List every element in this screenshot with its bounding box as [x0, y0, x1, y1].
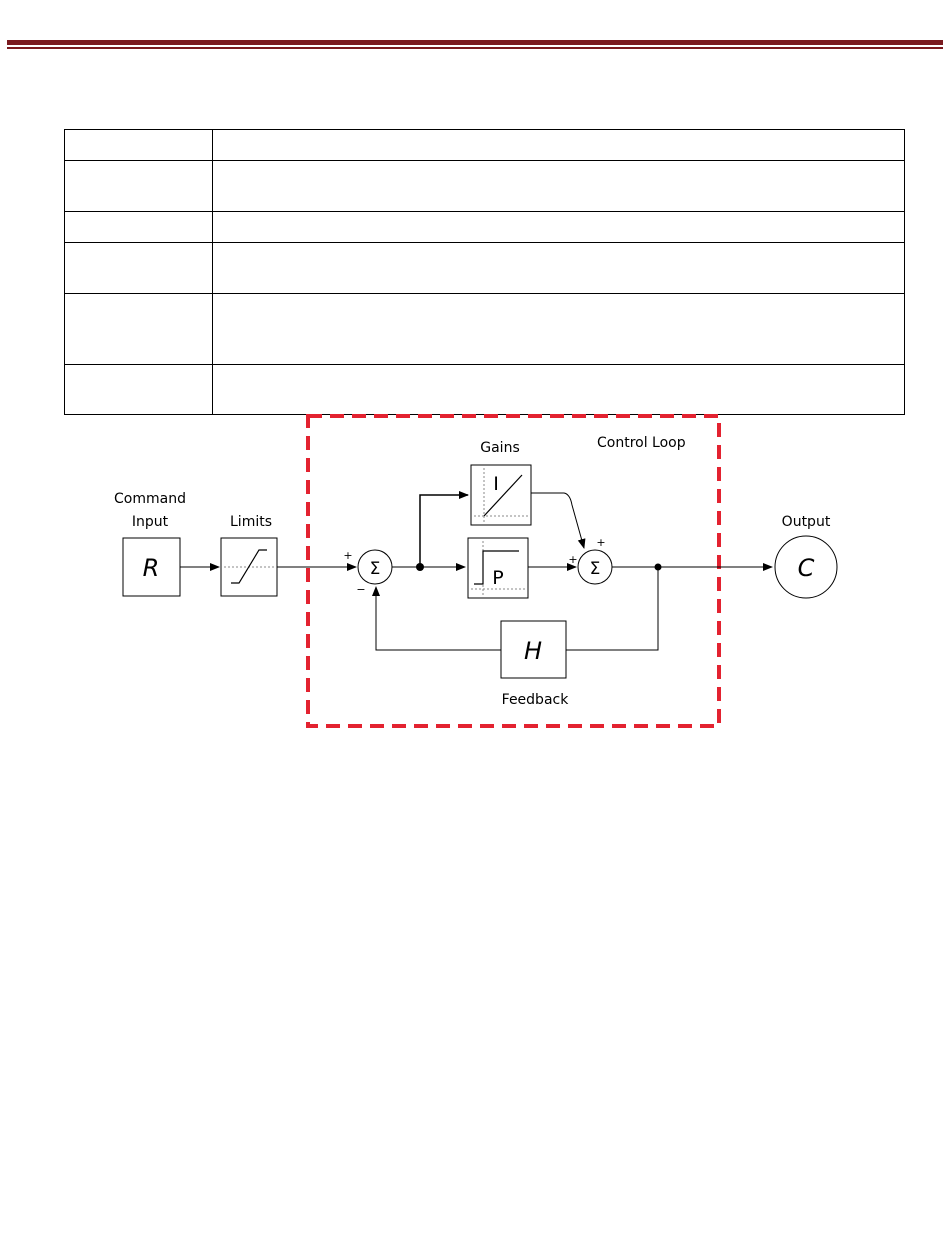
r-block-label: R: [142, 554, 160, 582]
plus-sign-1: +: [343, 549, 353, 562]
i-block-label: I: [493, 473, 499, 495]
p-block-label: P: [492, 567, 504, 589]
control-loop-label: Control Loop: [597, 435, 686, 451]
input-label: Input: [131, 514, 169, 530]
sigma-symbol-1: Σ: [369, 559, 381, 579]
i-to-sum-arrow: [531, 493, 584, 548]
output-label: Output: [781, 514, 831, 530]
sigma-symbol-2: Σ: [589, 559, 601, 579]
branch-to-i-arrow: [420, 495, 468, 567]
gains-label: Gains: [480, 440, 520, 456]
feedback-label: Feedback: [501, 692, 569, 708]
limits-label: Limits: [230, 514, 272, 530]
plus-sign-2: +: [568, 553, 578, 566]
command-label: Command: [114, 491, 186, 507]
feedback-line-right: [566, 567, 658, 650]
plus-sign-3: +: [596, 536, 606, 549]
minus-sign-1: −: [356, 583, 366, 596]
h-block-label: H: [523, 637, 543, 665]
c-block-label: C: [797, 554, 815, 582]
